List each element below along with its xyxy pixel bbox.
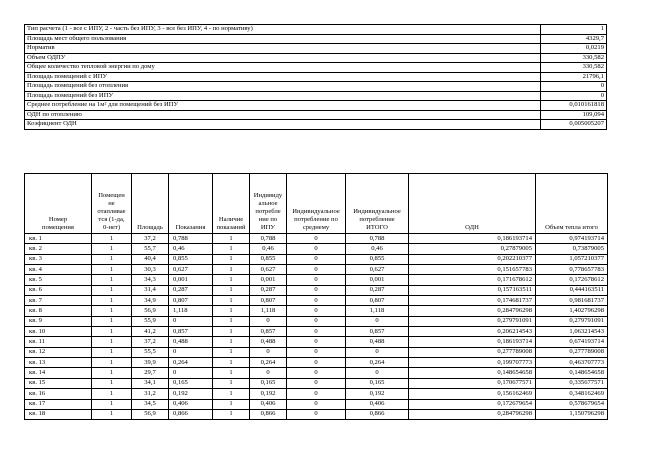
table-cell: кв. 3	[25, 254, 92, 264]
table-cell: 0,192	[250, 389, 287, 399]
table-cell: 0,172678612	[536, 275, 608, 285]
table-cell: 0	[169, 347, 213, 357]
table-row	[25, 327, 608, 337]
table-row	[25, 316, 608, 326]
table-cell: 29,7	[132, 368, 169, 378]
table-cell: 0	[287, 285, 346, 295]
column-header: Помещен не отапливае тся (1-да, 0-нет)	[92, 174, 132, 234]
table-cell: 1	[213, 275, 250, 285]
column-header: Площадь	[132, 174, 169, 234]
table-cell: 0,202210377	[409, 254, 536, 264]
table-cell: 0	[346, 368, 409, 378]
table-cell: кв. 2	[25, 244, 92, 254]
table-cell: 0	[250, 368, 287, 378]
table-cell: 1	[92, 306, 132, 316]
table-cell: 0,807	[346, 296, 409, 306]
table-cell: 0,264	[250, 358, 287, 368]
table-cell: 0,165	[169, 378, 213, 388]
table-cell: 0,170677571	[409, 378, 536, 388]
table-cell: 0,406	[169, 399, 213, 409]
parameter-value: 4329,7	[541, 34, 607, 44]
table-cell: кв. 4	[25, 265, 92, 275]
table-cell: кв. 16	[25, 389, 92, 399]
table-cell: 0,264	[346, 358, 409, 368]
table-cell: 0,406	[346, 399, 409, 409]
parameter-label: Площадь помещений без ИПУ	[25, 91, 541, 101]
apartments-table	[24, 173, 608, 420]
table-cell: 0	[287, 316, 346, 326]
parameter-row	[25, 44, 607, 54]
table-cell: 1	[92, 265, 132, 275]
table-cell: 56,9	[132, 409, 169, 419]
table-header-row	[25, 174, 608, 234]
table-cell: 0,287	[250, 285, 287, 295]
table-row	[25, 409, 608, 419]
table-cell: 0,335677571	[536, 378, 608, 388]
table-cell: 0,46	[169, 244, 213, 254]
table-cell: 1	[92, 316, 132, 326]
table-cell: 0,981681737	[536, 296, 608, 306]
table-cell: 1	[213, 296, 250, 306]
table-cell: 1,063214543	[536, 327, 608, 337]
table-cell: 0,186193714	[409, 337, 536, 347]
table-cell: 0,284796298	[409, 306, 536, 316]
column-header: Наличие показаний	[213, 174, 250, 234]
table-cell: 56,9	[132, 306, 169, 316]
table-cell: 37,2	[132, 337, 169, 347]
table-cell: 1	[213, 265, 250, 275]
table-cell: 1	[213, 337, 250, 347]
column-header: Показания	[169, 174, 213, 234]
table-cell: 0,277789008	[409, 347, 536, 357]
table-cell: 0,46	[346, 244, 409, 254]
table-cell: 0,866	[169, 409, 213, 419]
table-cell: кв. 1	[25, 234, 92, 244]
table-cell: 0,287	[169, 285, 213, 295]
table-cell: 0,855	[169, 254, 213, 264]
table-cell: 1	[92, 337, 132, 347]
table-row	[25, 265, 608, 275]
table-cell: 1	[213, 234, 250, 244]
table-cell: 0,807	[250, 296, 287, 306]
column-header: Индивидуальное потребление по среднему	[287, 174, 346, 234]
table-cell: 34,9	[132, 296, 169, 306]
table-row	[25, 358, 608, 368]
table-cell: 0	[287, 254, 346, 264]
table-cell: 0,151657783	[409, 265, 536, 275]
table-cell: 0,866	[250, 409, 287, 419]
parameter-value: 0	[541, 82, 607, 92]
parameter-value: 0,005005207	[541, 120, 607, 130]
table-row	[25, 347, 608, 357]
table-cell: 31,2	[132, 389, 169, 399]
parameter-label: Норматив	[25, 44, 541, 54]
table-cell: 39,9	[132, 358, 169, 368]
table-row	[25, 285, 608, 295]
table-cell: 0,857	[169, 327, 213, 337]
column-header: ОДН	[409, 174, 536, 234]
parameter-label: Среднее потребление на 1м² для помещений без ИПУ	[25, 101, 541, 111]
table-cell: кв. 11	[25, 337, 92, 347]
table-cell: 0	[287, 234, 346, 244]
table-cell: кв. 10	[25, 327, 92, 337]
table-cell: 1	[92, 409, 132, 419]
table-cell: 0	[287, 378, 346, 388]
table-cell: кв. 17	[25, 399, 92, 409]
table-cell: 0,264	[169, 358, 213, 368]
table-cell: 0	[287, 265, 346, 275]
table-cell: 1	[213, 327, 250, 337]
table-cell: 1	[213, 368, 250, 378]
parameter-label: Общее количество тепловой энергии по дому	[25, 63, 541, 73]
table-cell: 0,578679654	[536, 399, 608, 409]
parameter-value: 1	[541, 25, 607, 35]
table-cell: 0,001	[169, 275, 213, 285]
table-cell: 0,627	[169, 265, 213, 275]
table-cell: 0,192	[346, 389, 409, 399]
table-cell: 1	[213, 285, 250, 295]
table-cell: 0,788	[346, 234, 409, 244]
parameter-value: 0,0219	[541, 44, 607, 54]
table-cell: 0	[287, 275, 346, 285]
table-cell: 1,150796298	[536, 409, 608, 419]
table-cell: 0	[287, 306, 346, 316]
table-cell: 0	[287, 368, 346, 378]
table-cell: 1	[213, 316, 250, 326]
table-cell: кв. 14	[25, 368, 92, 378]
table-cell: 1	[213, 254, 250, 264]
table-cell: 0,287	[346, 285, 409, 295]
table-body	[25, 234, 608, 420]
table-row	[25, 244, 608, 254]
table-cell: 0,156162469	[409, 389, 536, 399]
parameter-row	[25, 101, 607, 111]
table-cell: 1	[92, 347, 132, 357]
table-cell: 1	[92, 368, 132, 378]
table-cell: 0	[346, 316, 409, 326]
table-cell: 0	[287, 327, 346, 337]
table-cell: 0	[287, 389, 346, 399]
table-cell: 55,7	[132, 244, 169, 254]
table-cell: 0,488	[169, 337, 213, 347]
table-cell: 0,46	[250, 244, 287, 254]
column-header: Индивидуальное потребление ИТОГО	[346, 174, 409, 234]
table-cell: 37,2	[132, 234, 169, 244]
table-cell: 1	[92, 254, 132, 264]
table-cell: 0	[287, 409, 346, 419]
table-cell: 1,118	[250, 306, 287, 316]
table-cell: 0,855	[346, 254, 409, 264]
table-cell: 1	[92, 378, 132, 388]
table-cell: 1	[213, 347, 250, 357]
column-header: Объем тепла итого	[536, 174, 608, 234]
table-row	[25, 399, 608, 409]
parameters-table	[24, 24, 607, 130]
table-cell: 1	[92, 399, 132, 409]
table-row	[25, 254, 608, 264]
table-cell: 0,674193714	[536, 337, 608, 347]
table-cell: 0,627	[346, 265, 409, 275]
table-cell: 0	[287, 347, 346, 357]
parameter-row	[25, 82, 607, 92]
parameter-label: Площадь помещений без отопления	[25, 82, 541, 92]
table-cell: 55,5	[132, 347, 169, 357]
parameters-body	[25, 25, 607, 130]
table-cell: кв. 5	[25, 275, 92, 285]
parameter-label: ОДН по отоплению	[25, 110, 541, 120]
table-cell: 0,277789008	[536, 347, 608, 357]
table-cell: 0,463707773	[536, 358, 608, 368]
table-cell: кв. 6	[25, 285, 92, 295]
table-cell: 0	[346, 347, 409, 357]
table-cell: 0,73879005	[536, 244, 608, 254]
parameter-value: 0	[541, 91, 607, 101]
parameter-row	[25, 91, 607, 101]
table-cell: кв. 8	[25, 306, 92, 316]
table-cell: 1	[92, 358, 132, 368]
table-cell: 0,171678612	[409, 275, 536, 285]
table-cell: 1,057210377	[536, 254, 608, 264]
table-cell: 1	[92, 327, 132, 337]
table-cell: 0,174681737	[409, 296, 536, 306]
parameter-row	[25, 25, 607, 35]
table-cell: 0,807	[169, 296, 213, 306]
table-cell: 0,186193714	[409, 234, 536, 244]
parameter-label: Площадь помещений с ИПУ	[25, 72, 541, 82]
table-cell: кв. 18	[25, 409, 92, 419]
table-cell: 0,172679654	[409, 399, 536, 409]
parameter-value: 330,582	[541, 53, 607, 63]
table-cell: 0,192	[169, 389, 213, 399]
table-cell: 1	[213, 409, 250, 419]
table-row	[25, 275, 608, 285]
table-cell: 0,857	[250, 327, 287, 337]
table-cell: 0,488	[250, 337, 287, 347]
parameter-value: 109,094	[541, 110, 607, 120]
table-cell: 0	[287, 399, 346, 409]
table-cell: 0,857	[346, 327, 409, 337]
table-cell: 0,348162469	[536, 389, 608, 399]
column-header: Номер помещения	[25, 174, 92, 234]
table-cell: кв. 15	[25, 378, 92, 388]
table-cell: 0,866	[346, 409, 409, 419]
table-row	[25, 389, 608, 399]
table-cell: 0	[250, 316, 287, 326]
table-cell: 0	[169, 316, 213, 326]
table-row	[25, 337, 608, 347]
table-cell: 1	[92, 275, 132, 285]
table-cell: 34,1	[132, 378, 169, 388]
table-cell: 0,284796298	[409, 409, 536, 419]
table-cell: кв. 13	[25, 358, 92, 368]
table-cell: 34,3	[132, 275, 169, 285]
table-row	[25, 368, 608, 378]
table-cell: 0	[287, 337, 346, 347]
table-cell: 1	[213, 358, 250, 368]
table-cell: 1	[92, 244, 132, 254]
table-cell: 0,165	[250, 378, 287, 388]
parameter-value: 330,582	[541, 63, 607, 73]
table-cell: 55,9	[132, 316, 169, 326]
table-cell: 0,627	[250, 265, 287, 275]
table-cell: 0	[287, 358, 346, 368]
table-cell: 0	[287, 244, 346, 254]
table-cell: 1	[213, 244, 250, 254]
table-cell: 0	[169, 368, 213, 378]
parameter-row	[25, 120, 607, 130]
table-cell: 1	[92, 296, 132, 306]
table-cell: 0,165	[346, 378, 409, 388]
table-cell: кв. 12	[25, 347, 92, 357]
parameter-row	[25, 53, 607, 63]
table-cell: 0,206214543	[409, 327, 536, 337]
table-cell: 0,27879005	[409, 244, 536, 254]
table-cell: 0,148654658	[409, 368, 536, 378]
table-cell: 0,001	[250, 275, 287, 285]
parameter-label: Коэфициент ОДН	[25, 120, 541, 130]
table-cell: 41,2	[132, 327, 169, 337]
parameter-row	[25, 63, 607, 73]
table-row	[25, 296, 608, 306]
table-cell: 0,855	[250, 254, 287, 264]
table-cell: 0,148654658	[536, 368, 608, 378]
table-cell: 1	[213, 399, 250, 409]
table-cell: 1	[213, 306, 250, 316]
parameter-label: Тип расчета (1 - все с ИПУ, 2 - часть без ИПУ, 3 - все без ИПУ, 4 - по нормативу)	[25, 25, 541, 35]
table-cell: 0,788	[250, 234, 287, 244]
table-cell: 1	[92, 389, 132, 399]
table-cell: 0,199707773	[409, 358, 536, 368]
table-cell: 0	[250, 347, 287, 357]
table-cell: 34,5	[132, 399, 169, 409]
table-cell: 1,118	[169, 306, 213, 316]
table-row	[25, 378, 608, 388]
parameter-value: 21796,1	[541, 72, 607, 82]
table-cell: 40,4	[132, 254, 169, 264]
table-cell: 0,406	[250, 399, 287, 409]
table-cell: 1	[213, 389, 250, 399]
table-row	[25, 234, 608, 244]
parameter-row	[25, 110, 607, 120]
table-cell: кв. 9	[25, 316, 92, 326]
table-cell: 0,974193714	[536, 234, 608, 244]
table-row	[25, 306, 608, 316]
table-cell: 0	[287, 296, 346, 306]
table-cell: 0,444163511	[536, 285, 608, 295]
table-cell: 30,3	[132, 265, 169, 275]
table-cell: 0,279791091	[536, 316, 608, 326]
table-cell: 1,118	[346, 306, 409, 316]
table-cell: 0,788	[169, 234, 213, 244]
table-cell: 31,4	[132, 285, 169, 295]
table-cell: 0,279791091	[409, 316, 536, 326]
table-cell: кв. 7	[25, 296, 92, 306]
parameter-row	[25, 34, 607, 44]
table-cell: 1	[92, 285, 132, 295]
table-cell: 1	[213, 378, 250, 388]
table-cell: 0,488	[346, 337, 409, 347]
table-cell: 1	[92, 234, 132, 244]
table-cell: 0,157163511	[409, 285, 536, 295]
parameter-row	[25, 72, 607, 82]
table-cell: 0,778657783	[536, 265, 608, 275]
parameter-label: Объем ОДПУ	[25, 53, 541, 63]
parameter-label: Площадь мест общего пользования	[25, 34, 541, 44]
parameter-value: 0,010161818	[541, 101, 607, 111]
table-cell: 1,402796298	[536, 306, 608, 316]
column-header: Индивиду альное потребле ние по ИПУ	[250, 174, 287, 234]
table-cell: 0,001	[346, 275, 409, 285]
